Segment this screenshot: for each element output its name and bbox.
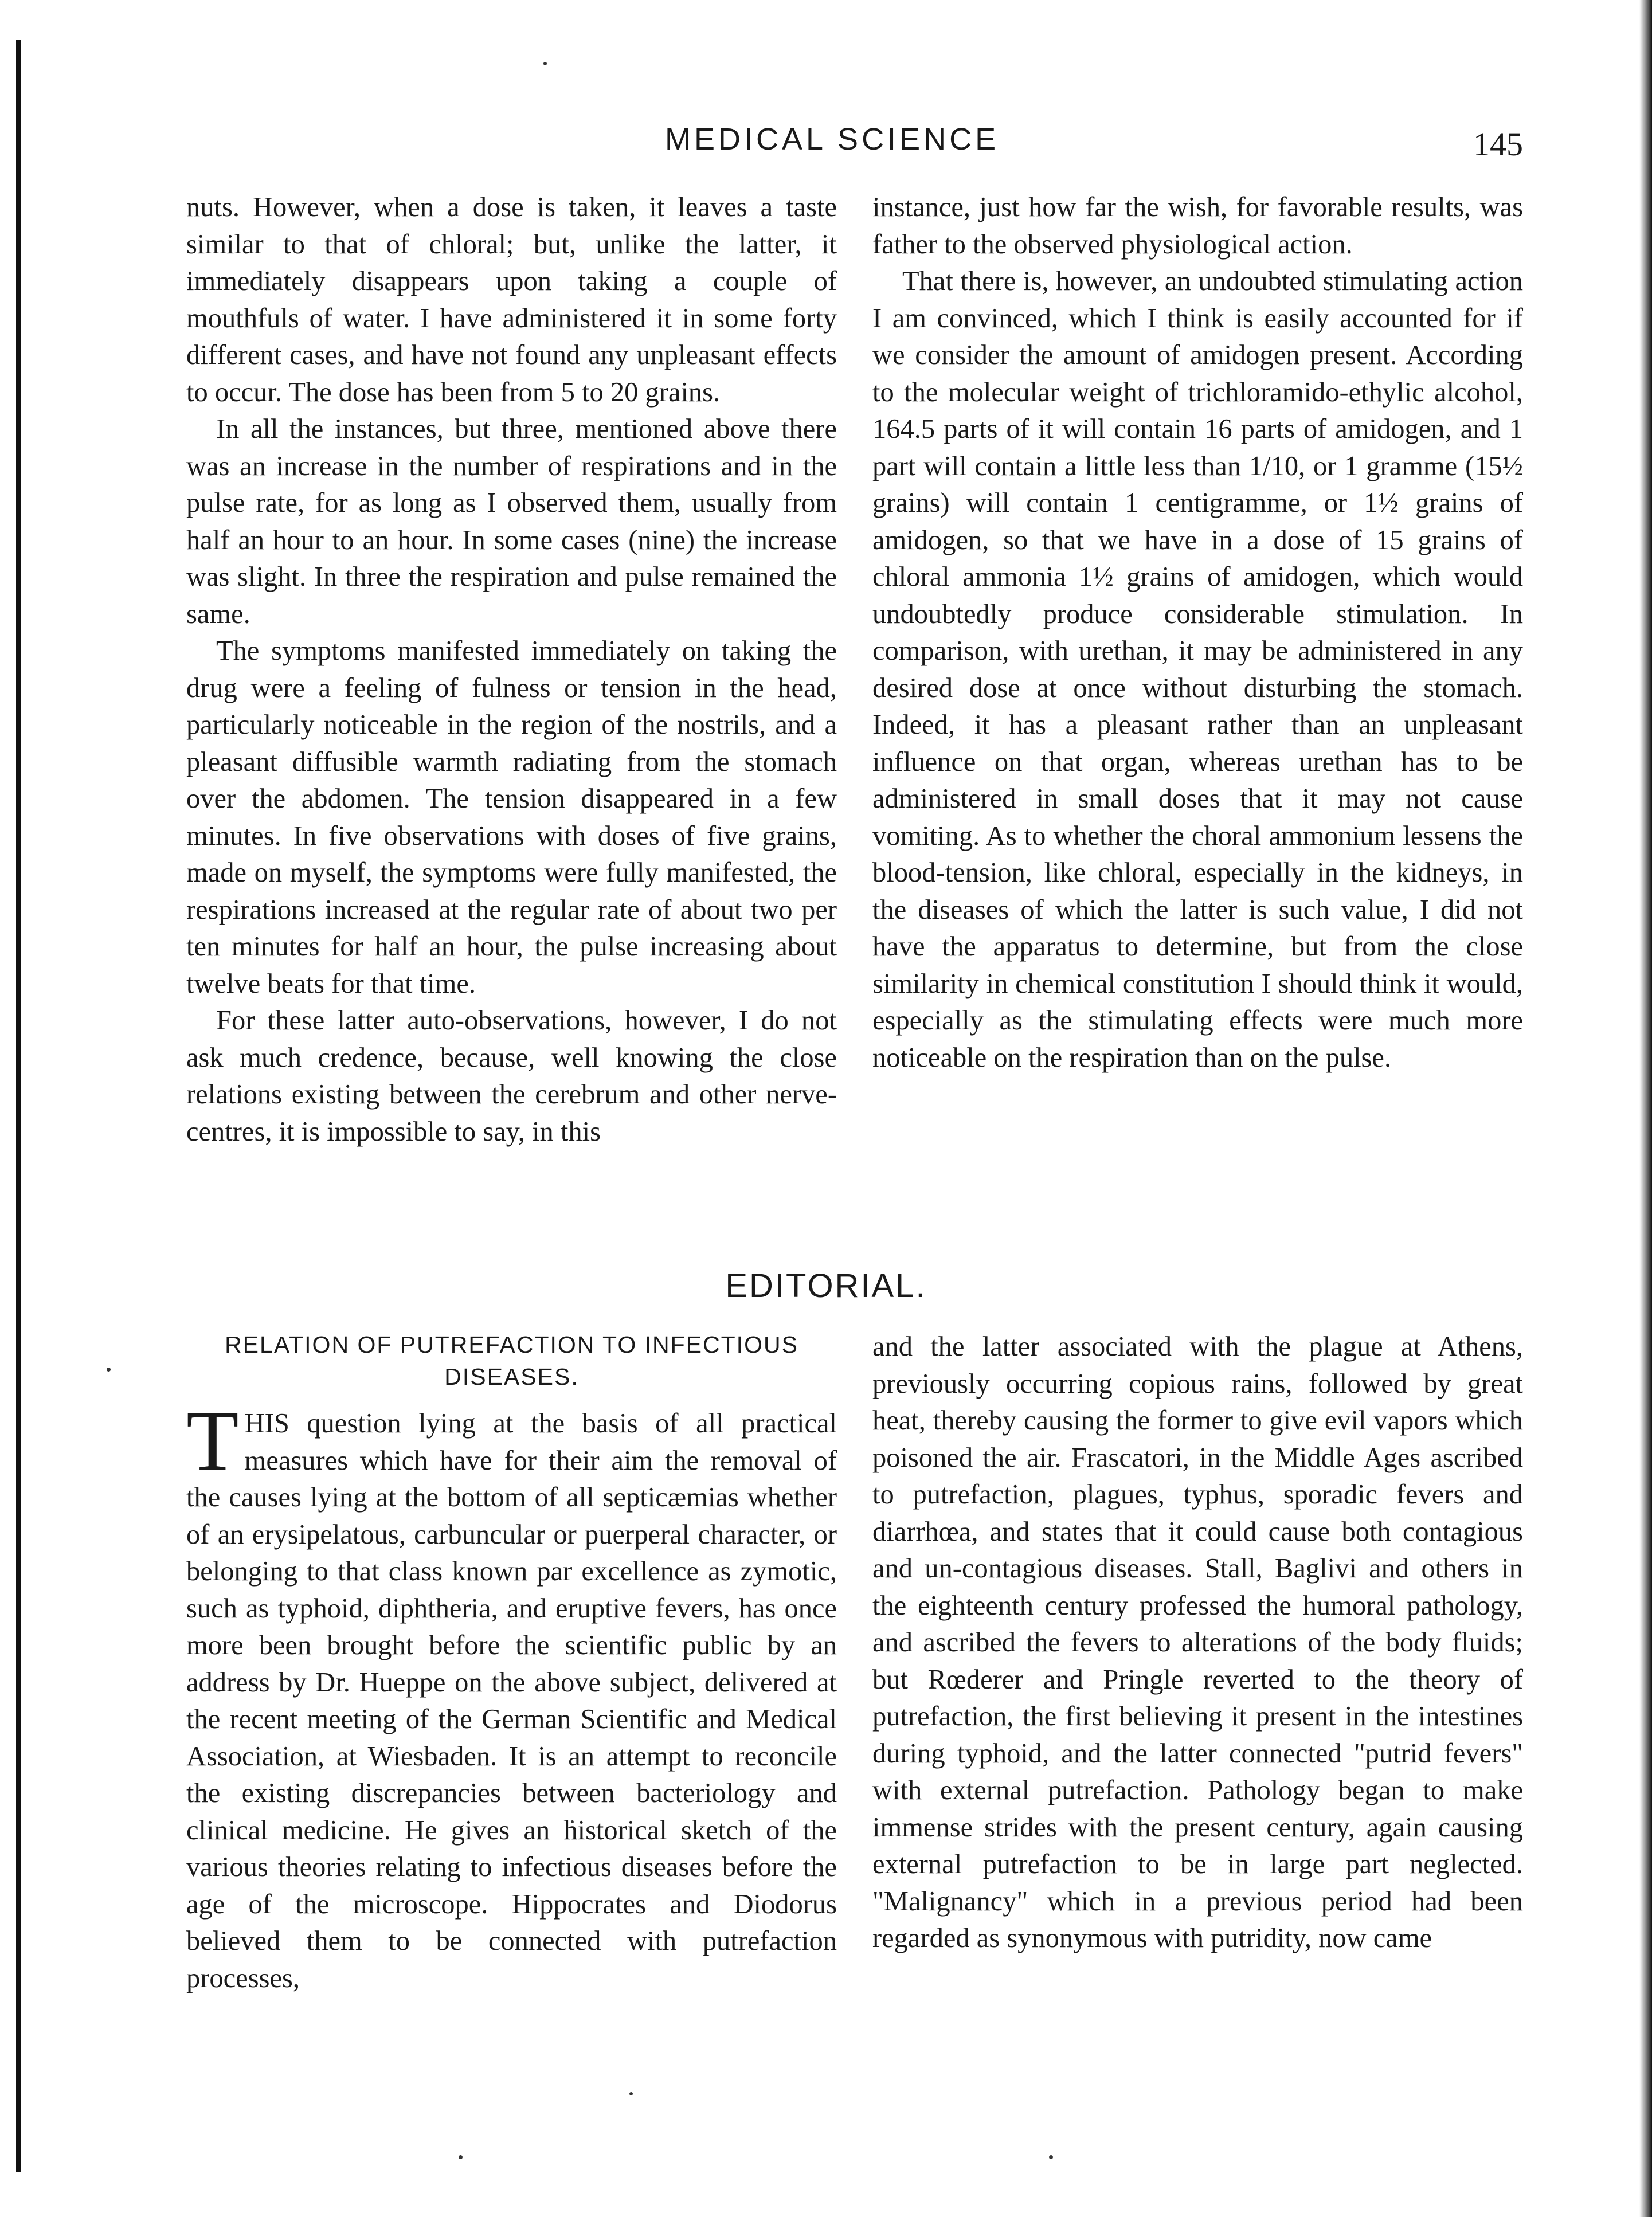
journal-title: MEDICAL SCIENCE <box>665 122 1000 156</box>
article-title: RELATION OF PUTREFACTION TO INFECTIOUS DISEASES. <box>225 1331 798 1390</box>
paragraph-text: HIS question lying at the basis of all practical measures which have for their aim the removal of the causes lying at the bottom of all septicæmias whether of an erysipelatous, carbuncular or puerperal character, or belonging to that class known par excellence as zymotic, such as typhoid, diphtheria, and eruptive fevers, has once more been brought before the scientific public by an address by Dr. Hueppe on the above subject, delivered at the recent meeting of the German Scientific and Medical Association, at Wiesbaden. It is an attempt to reconcile the existing discrepancies between bacteriology and clinical medicine. He gives an historical sketch of the various theories relating to infectious diseases before the age of the microscope. Hippocrates and Diodorus believed them to be connected with putrefaction processes, <box>186 1408 837 1993</box>
drop-cap: T <box>186 1393 239 1489</box>
editorial-heading: EDITORIAL. <box>725 1267 927 1305</box>
print-speck <box>629 2092 633 2095</box>
paragraph <box>186 1393 837 1997</box>
running-head <box>0 119 1652 165</box>
print-speck <box>459 2155 463 2159</box>
paragraph: For these latter auto-observations, however, I do not ask much credence, because, well knowing the close relations existing between the cerebrum and other nerve-centres, it is impossible to say, in this <box>186 1005 837 1147</box>
page-right-edge-shadow <box>1639 0 1652 2217</box>
column-bottom-right <box>872 1329 1523 1957</box>
paragraph: The symptoms manifested immediately on taking the drug were a feeling of fulness or tension in the head, particularly noticeable in the region of the nostrils, and a pleasant diffusible warmth radiating from the stomach over the abdomen. The tension disappeared in a few minutes. In five observations with doses of five grains, made on myself, the symptoms were fully manifested, the respirations increased at the regular rate of about two per ten minutes for half an hour, the pulse increasing about twelve beats for that time. <box>186 636 837 999</box>
paragraph: instance, just how far the wish, for favorable results, was father to the observed physiological action. <box>872 192 1523 260</box>
paragraph: and the latter associated with the plague at Athens, previously occurring copious rains, followed by great heat, thereby causing the former to give evil vapors which poisoned the air. Frascatori, in the Middle Ages ascribed to putrefaction, plagues, typhus, sporadic fevers and diarrhœa, and states that it could cause both contagious and un-contagious diseases. Stall, Baglivi and others in the eighteenth century professed the humoral pathology, and ascribed the fevers to alterations of the body fluids; but Rœderer and Pringle reverted to the theory of putrefaction, the first believing it present in the intestines during typhoid, and the latter connected "putrid fevers" with external putrefaction. Pathology began to make immense strides with the present century, again causing external putrefaction to be in large part neglected. "Malignancy" which in a previous period had been regarded as synonymous with putridity, now came <box>872 1331 1523 1953</box>
column-top-left <box>186 189 837 1150</box>
print-speck <box>107 1368 111 1372</box>
page-number: 145 <box>1473 126 1523 163</box>
print-speck <box>1049 2155 1053 2159</box>
paragraph: nuts. However, when a dose is taken, it leaves a taste similar to that of chloral; but, unlike the latter, it immediately disappears upon taking a couple of mouthfuls of water. I have administered it in some forty different cases, and have not found any unpleasant effects to occur. The dose has been from 5 to 20 grains. <box>186 192 837 408</box>
column-top-right <box>872 189 1523 1076</box>
print-speck <box>543 62 547 65</box>
paragraph: That there is, however, an undoubted stimulating action I am convinced, which I think is easily accounted for if we consider the amount of amidogen present. According to the molecular weight of trichloramido-ethylic alcohol, 164.5 parts of it will contain 16 parts of amidogen, and 1 part will contain a little less than 1/10, or 1 gramme (15½ grains) will contain 1 centigramme, or 1½ grains of amidogen, so that we have in a dose of 15 grains of chloral ammonia 1½ grains of amidogen, which would undoubtedly produce considerable stimulation. In comparison, with urethan, it may be administered in any desired dose at once without disturbing the stomach. Indeed, it has a pleasant rather than an unpleasant influence on that organ, whereas urethan has to be administered in small doses that it may not cause vomiting. As to whether the choral ammonium lessens the blood-tension, like chloral, especially in the kidneys, in the diseases of which the latter is such value, I did not have the apparatus to determine, but from the close similarity in chemical constitution I should think it would, especially as the stimulating effects were much more noticeable on the respiration than on the pulse. <box>872 266 1523 1073</box>
page-binding-edge <box>16 40 21 2172</box>
column-bottom-left <box>186 1393 837 1997</box>
paragraph: In all the instances, but three, mentioned above there was an increase in the number of respirations and in the pulse rate, for as long as I observed them, usually from half an hour to an hour. In some cases (nine) the increase was slight. In three the respiration and pulse remained the same. <box>186 414 837 629</box>
